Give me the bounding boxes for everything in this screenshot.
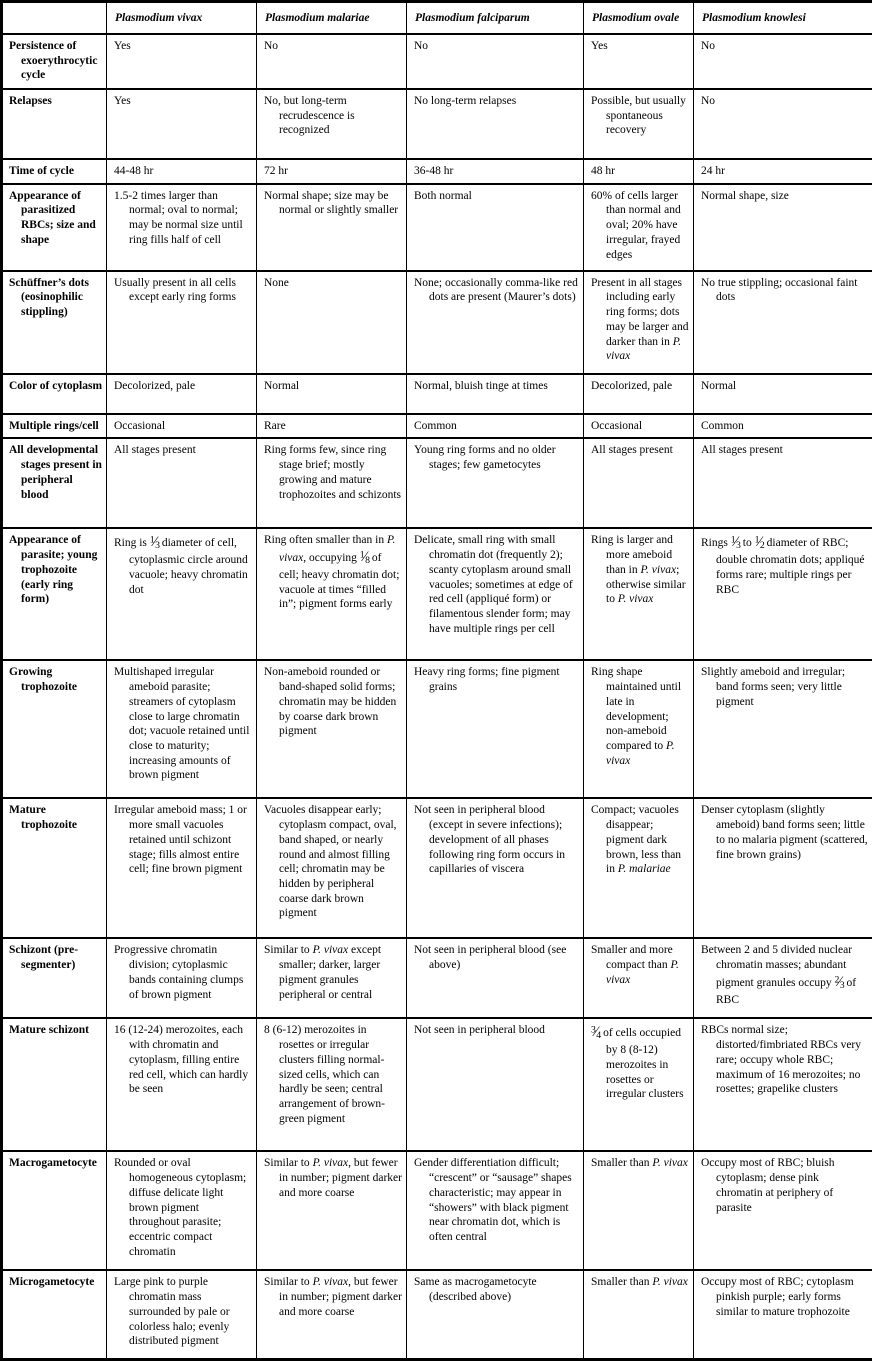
cell-falciparum: Not seen in peripheral blood (see above) bbox=[407, 938, 584, 1018]
row-persistence-of-exoerythrocytic-cycle bbox=[2, 34, 872, 89]
cell-malariae: Similar to P. vivax except smaller; darker, larger pigment granules peripheral or central bbox=[257, 938, 407, 1018]
cell-malariae: None bbox=[257, 271, 407, 374]
corner-cell bbox=[2, 2, 107, 35]
row-time-of-cycle bbox=[2, 159, 872, 184]
cell-falciparum: Not seen in peripheral blood (except in severe infections); development of all phases following ring form occurs in capillaries of viscera bbox=[407, 798, 584, 938]
row-label: Appearance of parasitized RBCs; size and shape bbox=[2, 184, 107, 271]
cell-vivax: Decolorized, pale bbox=[107, 374, 257, 414]
cell-malariae: Rare bbox=[257, 414, 407, 439]
cell-ovale: Ring shape maintained until late in development; non-ameboid compared to P. vivax bbox=[584, 660, 694, 798]
cell-falciparum: Young ring forms and no older stages; few gametocytes bbox=[407, 438, 584, 528]
cell-knowlesi: Slightly ameboid and irregular; band forms seen; very little pigment bbox=[694, 660, 872, 798]
header-row bbox=[2, 2, 872, 35]
row-appearance-of-parasitized-rbcs bbox=[2, 184, 872, 271]
cell-malariae: Ring often smaller than in P. vivax, occupying $^1⁄_8$ of cell; heavy chromatin dot; vacuole at times “filled in”; pigment forms early bbox=[257, 528, 407, 660]
row-label: Mature schizont bbox=[2, 1018, 107, 1151]
row-label: Mature trophozoite bbox=[2, 798, 107, 938]
row-relapses bbox=[2, 89, 872, 159]
cell-ovale: Compact; vacuoles disappear; pigment dark brown, less than in P. malariae bbox=[584, 798, 694, 938]
row-appearance-of-parasite-young-trophozoite bbox=[2, 528, 872, 660]
cell-malariae: No bbox=[257, 34, 407, 89]
cell-malariae: No, but long-term recrudescence is recognized bbox=[257, 89, 407, 159]
cell-malariae: Normal bbox=[257, 374, 407, 414]
cell-vivax: Progressive chromatin division; cytoplasmic bands containing clumps of brown pigment bbox=[107, 938, 257, 1018]
row-mature-schizont bbox=[2, 1018, 872, 1151]
row-schizont-pre-segmenter bbox=[2, 938, 872, 1018]
cell-knowlesi: 24 hr bbox=[694, 159, 872, 184]
cell-falciparum: No long-term relapses bbox=[407, 89, 584, 159]
cell-ovale: 60% of cells larger than normal and oval; 20% have irregular, frayed edges bbox=[584, 184, 694, 271]
col-header-plasmodium-vivax: Plasmodium vivax bbox=[107, 2, 257, 35]
cell-knowlesi: No bbox=[694, 89, 872, 159]
cell-ovale: Possible, but usually spontaneous recovery bbox=[584, 89, 694, 159]
row-label: Growing trophozoite bbox=[2, 660, 107, 798]
cell-vivax: Ring is $^1⁄_3$ diameter of cell, cytoplasmic circle around vacuole; heavy chromatin dot bbox=[107, 528, 257, 660]
cell-ovale: 48 hr bbox=[584, 159, 694, 184]
cell-ovale: Ring is larger and more ameboid than in P. vivax; otherwise similar to P. vivax bbox=[584, 528, 694, 660]
cell-falciparum: Heavy ring forms; fine pigment grains bbox=[407, 660, 584, 798]
row-multiple-rings-per-cell bbox=[2, 414, 872, 439]
cell-vivax: Large pink to purple chromatin mass surrounded by pale or colorless halo; evenly distributed pigment bbox=[107, 1270, 257, 1359]
cell-knowlesi: Normal shape, size bbox=[694, 184, 872, 271]
cell-malariae: 72 hr bbox=[257, 159, 407, 184]
cell-falciparum: Both normal bbox=[407, 184, 584, 271]
cell-malariae: Similar to P. vivax, but fewer in number; pigment darker and more coarse bbox=[257, 1151, 407, 1270]
cell-ovale: $^3⁄_4$ of cells occupied by 8 (8-12) merozoites in rosettes or irregular clusters bbox=[584, 1018, 694, 1151]
row-schuffners-dots bbox=[2, 271, 872, 374]
row-label: Microgametocyte bbox=[2, 1270, 107, 1359]
cell-vivax: Rounded or oval homogeneous cytoplasm; diffuse delicate light brown pigment throughout parasite; eccentric compact chromatin bbox=[107, 1151, 257, 1270]
col-header-plasmodium-ovale: Plasmodium ovale bbox=[584, 2, 694, 35]
row-label: Time of cycle bbox=[2, 159, 107, 184]
col-header-plasmodium-malariae: Plasmodium malariae bbox=[257, 2, 407, 35]
cell-malariae: Similar to P. vivax, but fewer in number; pigment darker and more coarse bbox=[257, 1270, 407, 1359]
cell-knowlesi: All stages present bbox=[694, 438, 872, 528]
cell-malariae: Ring forms few, since ring stage brief; mostly growing and mature trophozoites and schizonts bbox=[257, 438, 407, 528]
cell-malariae: 8 (6-12) merozoites in rosettes or irregular clusters filling normal-sized cells, which can hardly be seen; central arrangement of brown-green pigment bbox=[257, 1018, 407, 1151]
cell-malariae: Non-ameboid rounded or band-shaped solid forms; chromatin may be hidden by coarse dark brown pigment bbox=[257, 660, 407, 798]
cell-vivax: Usually present in all cells except early ring forms bbox=[107, 271, 257, 374]
cell-knowlesi: Occupy most of RBC; cytoplasm pinkish purple; early forms similar to mature trophozoite bbox=[694, 1270, 872, 1359]
col-header-plasmodium-falciparum: Plasmodium falciparum bbox=[407, 2, 584, 35]
row-label: Persistence of exoerythrocytic cycle bbox=[2, 34, 107, 89]
cell-vivax: Yes bbox=[107, 34, 257, 89]
cell-knowlesi: Rings $^1⁄_3$ to $^1⁄_2$ diameter of RBC; double chromatin dots; appliqué forms rare; multiple rings per RBC bbox=[694, 528, 872, 660]
cell-knowlesi: Denser cytoplasm (slightly ameboid) band forms seen; little to no malaria pigment (scattered, fine brown grains) bbox=[694, 798, 872, 938]
cell-ovale: All stages present bbox=[584, 438, 694, 528]
row-label: Color of cytoplasm bbox=[2, 374, 107, 414]
cell-falciparum: Not seen in peripheral blood bbox=[407, 1018, 584, 1151]
row-label: Schizont (pre-segmenter) bbox=[2, 938, 107, 1018]
row-label: All developmental stages present in peripheral blood bbox=[2, 438, 107, 528]
cell-vivax: Multishaped irregular ameboid parasite; streamers of cytoplasm close to large chromatin dot; vacuole retained until close to maturity; increasing amounts of brown pigment bbox=[107, 660, 257, 798]
row-label: Schüffner’s dots (eosinophilic stippling) bbox=[2, 271, 107, 374]
cell-vivax: 44-48 hr bbox=[107, 159, 257, 184]
row-label: Multiple rings/cell bbox=[2, 414, 107, 439]
row-label: Relapses bbox=[2, 89, 107, 159]
cell-vivax: Occasional bbox=[107, 414, 257, 439]
row-mature-trophozoite bbox=[2, 798, 872, 938]
cell-malariae: Normal shape; size may be normal or slightly smaller bbox=[257, 184, 407, 271]
cell-vivax: All stages present bbox=[107, 438, 257, 528]
cell-ovale: Occasional bbox=[584, 414, 694, 439]
row-macrogametocyte bbox=[2, 1151, 872, 1270]
cell-malariae: Vacuoles disappear early; cytoplasm compact, oval, band shaped, or nearly round and almost filling cell; chromatin may be hidden by peripheral coarse dark brown pigment bbox=[257, 798, 407, 938]
cell-knowlesi: Between 2 and 5 divided nuclear chromatin masses; abundant pigment granules occupy $^2⁄_3$ of RBC bbox=[694, 938, 872, 1018]
cell-vivax: Yes bbox=[107, 89, 257, 159]
cell-ovale: Smaller than P. vivax bbox=[584, 1270, 694, 1359]
cell-falciparum: Delicate, small ring with small chromatin dot (frequently 2); scanty cytoplasm around small vacuoles; sometimes at edge of red cell (appliqué form) or filamentous slender form; may have multiple rings per cell bbox=[407, 528, 584, 660]
cell-ovale: Smaller and more compact than P. vivax bbox=[584, 938, 694, 1018]
cell-falciparum: Gender differentiation difficult; “crescent” or “sausage” shapes characteristic; may appear in “showers” with black pigment near chromatin dot, which is often central bbox=[407, 1151, 584, 1270]
col-header-plasmodium-knowlesi: Plasmodium knowlesi bbox=[694, 2, 872, 35]
cell-ovale: Yes bbox=[584, 34, 694, 89]
cell-falciparum: 36-48 hr bbox=[407, 159, 584, 184]
cell-knowlesi: RBCs normal size; distorted/fimbriated RBCs very rare; occupy whole RBC; maximum of 16 merozoites; no rosettes; grapelike clusters bbox=[694, 1018, 872, 1151]
cell-knowlesi: Occupy most of RBC; bluish cytoplasm; dense pink chromatin at periphery of parasite bbox=[694, 1151, 872, 1270]
row-microgametocyte bbox=[2, 1270, 872, 1359]
cell-falciparum: Common bbox=[407, 414, 584, 439]
cell-falciparum: Normal, bluish tinge at times bbox=[407, 374, 584, 414]
row-color-of-cytoplasm bbox=[2, 374, 872, 414]
cell-vivax: Irregular ameboid mass; 1 or more small vacuoles retained until schizont stage; fills almost entire cell; fine brown pigment bbox=[107, 798, 257, 938]
cell-ovale: Present in all stages including early ring forms; dots may be larger and darker than in P. vivax bbox=[584, 271, 694, 374]
cell-ovale: Smaller than P. vivax bbox=[584, 1151, 694, 1270]
row-label: Appearance of parasite; young trophozoite (early ring form) bbox=[2, 528, 107, 660]
row-label: Macrogametocyte bbox=[2, 1151, 107, 1270]
row-all-developmental-stages bbox=[2, 438, 872, 528]
cell-ovale: Decolorized, pale bbox=[584, 374, 694, 414]
cell-falciparum: Same as macrogametocyte (described above) bbox=[407, 1270, 584, 1359]
row-growing-trophozoite bbox=[2, 660, 872, 798]
cell-knowlesi: Common bbox=[694, 414, 872, 439]
cell-vivax: 1.5-2 times larger than normal; oval to normal; may be normal size until ring fills half of cell bbox=[107, 184, 257, 271]
cell-knowlesi: Normal bbox=[694, 374, 872, 414]
cell-knowlesi: No bbox=[694, 34, 872, 89]
cell-falciparum: No bbox=[407, 34, 584, 89]
cell-falciparum: None; occasionally comma-like red dots are present (Maurer’s dots) bbox=[407, 271, 584, 374]
cell-vivax: 16 (12-24) merozoites, each with chromatin and cytoplasm, filling entire red cell, which can hardly be seen bbox=[107, 1018, 257, 1151]
cell-knowlesi: No true stippling; occasional faint dots bbox=[694, 271, 872, 374]
